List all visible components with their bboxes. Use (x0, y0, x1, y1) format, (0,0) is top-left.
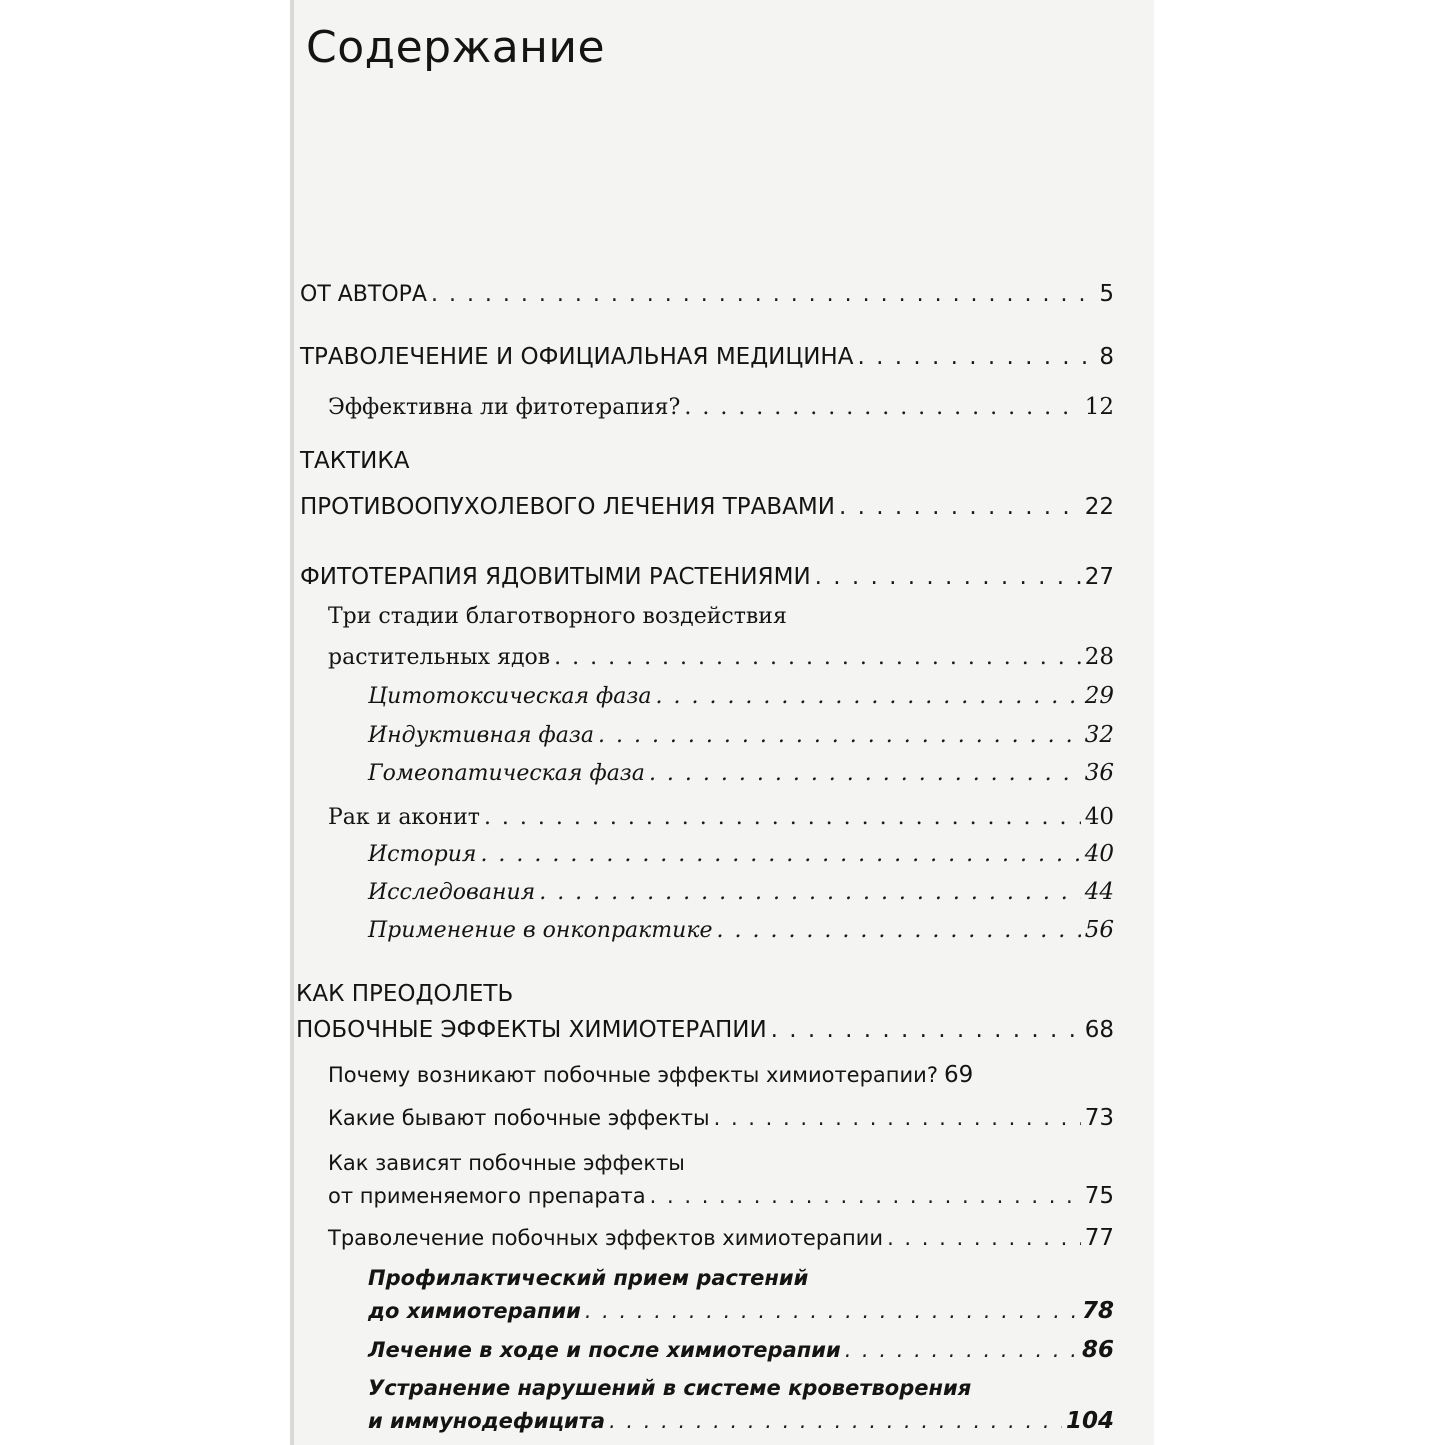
toc-leader-dots (431, 284, 1095, 306)
toc-leader-dots (684, 397, 1080, 419)
toc-entry-title: ТРАВОЛЕЧЕНИЕ И ОФИЦИАЛЬНАЯ МЕДИЦИНА (300, 344, 854, 370)
toc-entry-title: Применение в онкопрактике (368, 918, 713, 943)
toc-entry-page: 73 (1084, 1105, 1114, 1131)
toc-entry (290, 566, 1114, 589)
toc-entry (290, 762, 1114, 785)
toc-entry-title: Почему возникают побочные эффекты химиотерапии? (328, 1063, 938, 1087)
toc-entry (290, 496, 1114, 519)
toc-leader-dots (815, 566, 1081, 589)
toc-entry-page: 78 (1081, 1298, 1114, 1324)
toc-entry (290, 881, 1114, 904)
toc-entry-page: 8 (1099, 344, 1114, 370)
toc-entry-page: 29 (1084, 683, 1114, 709)
toc-entry-title-line: Профилактический прием растений (368, 1266, 809, 1290)
toc-entry-page: 56 (1084, 917, 1114, 943)
toc-entry-title: Индуктивная фаза (368, 723, 594, 748)
toc-entry-title: Какие бывают побочные эффекты (328, 1106, 710, 1130)
toc-entry-page: 77 (1084, 1225, 1114, 1251)
toc-entry-title-line: Устранение нарушений в системе кроветворения (368, 1376, 972, 1400)
toc-entry (290, 806, 1114, 829)
toc-entry-title: Эффективна ли фитотерапия? (328, 395, 681, 420)
toc-leader-dots (771, 1019, 1081, 1042)
page-title: Содержание (306, 22, 606, 73)
toc-leader-dots (650, 1186, 1081, 1207)
toc-entry-title: ПОБОЧНЫЕ ЭФФЕКТЫ ХИМИОТЕРАПИИ (296, 1017, 767, 1043)
toc-leader-dots (887, 1228, 1081, 1249)
toc-entry-page: 32 (1084, 722, 1114, 748)
toc-entry (290, 1300, 1114, 1323)
toc-entry-page: 69 (943, 1062, 974, 1088)
toc-leader-dots (539, 882, 1081, 904)
toc-entry-title: ФИТОТЕРАПИЯ ЯДОВИТЫМИ РАСТЕНИЯМИ (300, 564, 811, 590)
toc-entry-title-line: КАК ПРЕОДОЛЕТЬ (296, 981, 514, 1007)
toc-leader-dots (857, 346, 1095, 369)
toc-entry-title: от применяемого препарата (328, 1184, 646, 1208)
toc-entry (290, 1227, 1114, 1250)
toc-entry (290, 346, 1114, 369)
toc-entry-title-line: Три стадии благотворного воздействия (328, 604, 787, 629)
toc-entry (290, 919, 1114, 942)
toc-entry (290, 724, 1114, 747)
toc-entry-title-line: ТАКТИКА (300, 448, 410, 474)
toc-entry-title: и иммунодефицита (368, 1409, 606, 1433)
toc-entry-title: Цитотоксическая фаза (368, 684, 652, 709)
toc-leader-dots (484, 807, 1081, 829)
toc-entry (290, 646, 1114, 669)
toc-entry (290, 1107, 1114, 1130)
book-page (290, 0, 1154, 1445)
toc-entry-page: 68 (1084, 1017, 1114, 1043)
toc-leader-dots (609, 1411, 1062, 1432)
toc-leader-dots (717, 920, 1081, 942)
toc-entry-page: 40 (1084, 841, 1114, 867)
toc-entry-page: 104 (1065, 1408, 1114, 1434)
toc-entry-page: 27 (1084, 564, 1114, 590)
toc-entry (290, 685, 1114, 708)
toc-entry (290, 843, 1114, 866)
toc-entry (290, 1185, 1114, 1208)
toc-leader-dots (845, 1340, 1078, 1361)
toc-entry-title: ПРОТИВООПУХОЛЕВОГО ЛЕЧЕНИЯ ТРАВАМИ (300, 494, 835, 520)
toc-leader-dots (585, 1301, 1078, 1322)
toc-entry-page: 44 (1084, 879, 1114, 905)
toc-entry-title: растительных ядов (328, 645, 551, 670)
toc-entry-page: 12 (1084, 394, 1114, 420)
toc-leader-dots (598, 725, 1081, 747)
toc-entry-page: 40 (1084, 804, 1114, 830)
toc-entry (290, 283, 1114, 306)
toc-entry-page: 22 (1084, 494, 1114, 520)
toc-entry-title: ОТ АВТОРА (300, 282, 427, 307)
toc-entry-page: 75 (1084, 1183, 1114, 1209)
toc-entry-title: Гомеопатическая фаза (368, 761, 645, 786)
toc-entry-title: Исследования (368, 880, 536, 905)
toc-entry-page: 86 (1081, 1337, 1114, 1363)
toc-entry-page: 28 (1084, 644, 1114, 670)
toc-entry-title-line: Как зависят побочные эффекты (328, 1151, 685, 1175)
toc-leader-dots (714, 1108, 1081, 1129)
toc-leader-dots (839, 496, 1081, 519)
toc-entry-title: Траволечение побочных эффектов химиотерапии (328, 1226, 884, 1250)
toc-entry (290, 1410, 1114, 1433)
toc-entry (290, 396, 1114, 419)
toc-entry-title: Рак и аконит (328, 805, 480, 830)
toc-leader-dots (554, 647, 1081, 669)
toc-entry (290, 1064, 1114, 1087)
table-of-contents (290, 0, 1154, 1445)
toc-entry (290, 1339, 1114, 1362)
toc-entry-page: 36 (1084, 760, 1114, 786)
toc-entry-title: до химиотерапии (368, 1299, 581, 1323)
toc-entry-page: 5 (1099, 281, 1114, 307)
toc-entry-title: История (368, 842, 477, 867)
toc-entry-title: Лечение в ходе и после химиотерапии (368, 1338, 841, 1362)
toc-leader-dots (480, 844, 1080, 866)
toc-leader-dots (649, 763, 1081, 785)
toc-entry (290, 1019, 1114, 1042)
toc-leader-dots (656, 686, 1081, 708)
page-edge (290, 0, 294, 1445)
